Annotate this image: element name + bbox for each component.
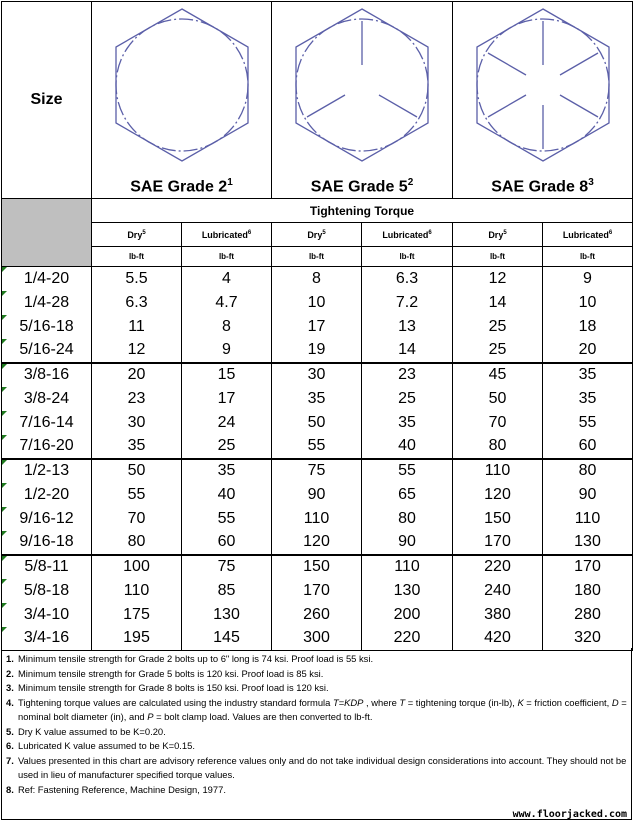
grade-2-dry-value: 23 xyxy=(92,387,182,411)
bolt-size-cell: 1/2-13 xyxy=(2,459,92,483)
grade-8-dry-value: 25 xyxy=(453,315,543,339)
footnote-number: 5. xyxy=(6,725,14,737)
grade-5-lubricated-value: 35 xyxy=(362,411,453,435)
grade-8-lubricated-value: 10 xyxy=(543,291,633,315)
grade-2-dry-value: 100 xyxy=(92,555,182,579)
grade-2-lubricated-value: 9 xyxy=(182,339,272,363)
footnote-4 xyxy=(6,696,627,725)
grade-5-dry-value: 170 xyxy=(272,579,362,603)
footnote-number: 6. xyxy=(6,740,14,751)
grade-2-dry-value: 195 xyxy=(92,627,182,651)
table-row xyxy=(2,363,633,387)
bolt-size-cell: 3/8-16 xyxy=(2,363,92,387)
grade-5-lubricated-value: 65 xyxy=(362,483,453,507)
grade-5-lubricated-value: 130 xyxy=(362,579,453,603)
grade-2-dry-value: 5.5 xyxy=(92,267,182,291)
grade-2-lubricated-value: 4.7 xyxy=(182,291,272,315)
grade-2-dry-value: 20 xyxy=(92,363,182,387)
footnote-text: Lubricated K value assumed to be K=0.15. xyxy=(18,740,195,751)
grade-5-hex-icon xyxy=(272,2,452,172)
grade-8-dry-value: 110 xyxy=(453,459,543,483)
formula-variable: K xyxy=(517,696,524,708)
grade-2-dry-value: 70 xyxy=(92,507,182,531)
grade-8-dry-value: 12 xyxy=(453,267,543,291)
grade-5-lubricated-value: 7.2 xyxy=(362,291,453,315)
footnote-text: = nominal bolt diameter (in), and xyxy=(18,696,627,722)
grade-2-dry-header: Dry$^5$ xyxy=(92,223,182,247)
grade-8-title: SAE Grade $8^3$ xyxy=(491,177,594,196)
grade-5-lubricated-value: 220 xyxy=(362,627,453,651)
table-row xyxy=(2,387,633,411)
bolt-size-cell: 5/16-24 xyxy=(2,339,92,363)
grade-5-title: SAE Grade $5^2$ xyxy=(310,177,414,196)
grade-2-title: SAE Grade $2^1$ xyxy=(130,177,233,196)
grade-2-dry-value: 50 xyxy=(92,459,182,483)
bolt-size-cell: 9/16-12 xyxy=(2,507,92,531)
bolt-size-cell: 1/4-20 xyxy=(2,267,92,291)
grade-8-dry-value: 14 xyxy=(453,291,543,315)
grade-2-dry-unit: lb-ft xyxy=(92,247,182,267)
grade-8-header xyxy=(453,2,633,199)
footnote-number: 8. xyxy=(6,783,14,795)
grade-8-lubricated-value: 35 xyxy=(543,363,633,387)
grade-8-hex-icon xyxy=(453,2,632,172)
grade-2-dry-value: 35 xyxy=(92,435,182,459)
grade-2-lubricated-value: 24 xyxy=(182,411,272,435)
grade-5-dry-value: 35 xyxy=(272,387,362,411)
grade-8-dry-value: 25 xyxy=(453,339,543,363)
bolt-size-cell: 3/4-16 xyxy=(2,627,92,651)
bolt-size-cell: 5/16-18 xyxy=(2,315,92,339)
grade-2-dry-value: 80 xyxy=(92,531,182,555)
grade-8-lubricated-value: 170 xyxy=(543,555,633,579)
grade-5-dry-value: 17 xyxy=(272,315,362,339)
footnote-text: Ref: Fastening Reference, Machine Design, 1977. xyxy=(18,783,226,795)
table-row xyxy=(2,267,633,291)
table-row xyxy=(2,411,633,435)
grade-8-lubricated-value: 60 xyxy=(543,435,633,459)
bolt-size-cell: 9/16-18 xyxy=(2,531,92,555)
tightening-torque-header: Tightening Torque xyxy=(92,199,633,223)
grade-2-lubricated-value: 85 xyxy=(182,579,272,603)
bolt-size-cell: 7/16-20 xyxy=(2,435,92,459)
grade-8-lubricated-value: 130 xyxy=(543,531,633,555)
grade-5-dry-value: 90 xyxy=(272,483,362,507)
footnote-text: , where xyxy=(363,696,400,708)
footnote-text: Tightening torque values are calculated using the industry standard formula xyxy=(18,696,333,708)
grade-5-lubricated-value: 14 xyxy=(362,339,453,363)
footnote-text: Dry K value assumed to be K=0.20. xyxy=(18,725,166,737)
grade-5-lubricated-value: 25 xyxy=(362,387,453,411)
grade-8-dry-unit: lb-ft xyxy=(453,247,543,267)
bolt-size-cell: 5/8-18 xyxy=(2,579,92,603)
footnote-number: 1. xyxy=(6,653,14,664)
grade-8-lubricated-value: 90 xyxy=(543,483,633,507)
grade-5-dry-value: 30 xyxy=(272,363,362,387)
bolt-size-cell: 1/2-20 xyxy=(2,483,92,507)
grade-2-lubricated-value: 145 xyxy=(182,627,272,651)
grade-2-dry-value: 12 xyxy=(92,339,182,363)
grade-8-dry-value: 120 xyxy=(453,483,543,507)
grade-2-dry-value: 55 xyxy=(92,483,182,507)
table-row xyxy=(2,339,633,363)
footnote-number: 3. xyxy=(6,682,14,693)
grade-8-lubricated-value: 110 xyxy=(543,507,633,531)
bolt-size-cell: 5/8-11 xyxy=(2,555,92,579)
grade-8-dry-value: 70 xyxy=(453,411,543,435)
grade-2-lubricated-value: 25 xyxy=(182,435,272,459)
torque-table xyxy=(1,1,633,651)
grade-8-dry-value: 150 xyxy=(453,507,543,531)
grade-8-lubricated-value: 9 xyxy=(543,267,633,291)
grade-8-lubricated-value: 320 xyxy=(543,627,633,651)
grade-5-lubricated-value: 110 xyxy=(362,555,453,579)
grade-5-dry-value: 10 xyxy=(272,291,362,315)
footnote-text: Minimum tensile strength for Grade 8 bolts is 150 ksi. Proof load is 120 ksi. xyxy=(18,682,329,693)
grade-8-dry-value: 420 xyxy=(453,627,543,651)
grade-5-dry-value: 75 xyxy=(272,459,362,483)
bolt-size-cell: 1/4-28 xyxy=(2,291,92,315)
footnotes xyxy=(1,648,632,820)
footnote-5 xyxy=(6,725,627,740)
table-row xyxy=(2,603,633,627)
grade-8-dry-value: 170 xyxy=(453,531,543,555)
grade-8-lubricated-value: 180 xyxy=(543,579,633,603)
grade-2-dry-value: 110 xyxy=(92,579,182,603)
grade-2-dry-value: 11 xyxy=(92,315,182,339)
footnote-6 xyxy=(6,739,627,754)
footnote-text: Minimum tensile strength for Grade 5 bolts is 120 ksi. Proof load is 85 ksi. xyxy=(18,667,324,679)
grade-2-lubricated-header: Lubricated$^6$ xyxy=(182,223,272,247)
footnote-text: = bolt clamp load. Values are then converted to lb-ft. xyxy=(153,711,373,722)
bolt-size-cell: 3/4-10 xyxy=(2,603,92,627)
grade-8-dry-value: 45 xyxy=(453,363,543,387)
footnote-number: 4. xyxy=(6,696,14,708)
grade-8-lubricated-header: Lubricated$^6$ xyxy=(543,223,633,247)
footnote-text: Minimum tensile strength for Grade 2 bolts up to 6" long is 74 ksi. Proof load is 55 ksi. xyxy=(18,653,374,664)
grade-2-lubricated-value: 60 xyxy=(182,531,272,555)
grade-5-dry-value: 110 xyxy=(272,507,362,531)
grade-5-dry-value: 150 xyxy=(272,555,362,579)
grade-2-lubricated-value: 4 xyxy=(182,267,272,291)
grade-8-lubricated-value: 280 xyxy=(543,603,633,627)
table-row xyxy=(2,459,633,483)
footnote-number: 2. xyxy=(6,667,14,679)
grade-8-lubricated-value: 80 xyxy=(543,459,633,483)
table-row xyxy=(2,435,633,459)
grade-2-lubricated-value: 40 xyxy=(182,483,272,507)
formula-variable: T xyxy=(399,696,406,708)
formula-variable: D xyxy=(611,696,619,708)
grade-5-dry-value: 120 xyxy=(272,531,362,555)
grade-5-dry-value: 8 xyxy=(272,267,362,291)
grade-5-dry-header: Dry$^5$ xyxy=(272,223,362,247)
footnote-number: 7. xyxy=(6,754,14,766)
bolt-size-cell: 7/16-14 xyxy=(2,411,92,435)
grade-2-lubricated-value: 17 xyxy=(182,387,272,411)
size-header: Size xyxy=(2,2,92,199)
table-row xyxy=(2,579,633,603)
grade-2-lubricated-value: 75 xyxy=(182,555,272,579)
grade-2-dry-value: 6.3 xyxy=(92,291,182,315)
table-row xyxy=(2,555,633,579)
grade-8-dry-value: 220 xyxy=(453,555,543,579)
footnote-7 xyxy=(6,754,627,783)
grade-5-lubricated-value: 55 xyxy=(362,459,453,483)
grade-5-lubricated-value: 80 xyxy=(362,507,453,531)
grade-8-dry-value: 50 xyxy=(453,387,543,411)
grade-2-dry-value: 175 xyxy=(92,603,182,627)
grade-5-dry-value: 50 xyxy=(272,411,362,435)
grade-8-lubricated-unit: lb-ft xyxy=(543,247,633,267)
grade-2-lubricated-value: 130 xyxy=(182,603,272,627)
table-row xyxy=(2,315,633,339)
grade-5-header xyxy=(272,2,453,199)
grade-2-dry-value: 30 xyxy=(92,411,182,435)
formula-variable: P xyxy=(147,711,154,722)
footnote-text: Values presented in this chart are advisory reference values only and do not take individual design considerations into account. They should not be used in lieu of manufacturer specified torque values. xyxy=(18,754,627,780)
grade-5-lubricated-value: 23 xyxy=(362,363,453,387)
bolt-size-cell: 3/8-24 xyxy=(2,387,92,411)
grade-2-lubricated-value: 8 xyxy=(182,315,272,339)
grade-2-lubricated-value: 55 xyxy=(182,507,272,531)
table-row xyxy=(2,483,633,507)
site-url: www.floorjacked.com xyxy=(512,809,627,820)
gray-corner-cell xyxy=(2,199,92,267)
table-row xyxy=(2,507,633,531)
grade-5-lubricated-header: Lubricated$^6$ xyxy=(362,223,453,247)
grade-5-dry-value: 260 xyxy=(272,603,362,627)
footnote-3 xyxy=(6,681,627,696)
grade-5-lubricated-value: 90 xyxy=(362,531,453,555)
grade-5-lubricated-value: 200 xyxy=(362,603,453,627)
grade-2-lubricated-value: 35 xyxy=(182,459,272,483)
grade-8-dry-value: 380 xyxy=(453,603,543,627)
grade-2-hex-icon xyxy=(92,2,271,172)
grade-2-lubricated-value: 15 xyxy=(182,363,272,387)
footnote-text: = tightening torque (in-lb), xyxy=(405,696,518,708)
footnote-2 xyxy=(6,667,627,682)
grade-5-lubricated-value: 40 xyxy=(362,435,453,459)
footnote-1 xyxy=(6,652,627,667)
grade-5-dry-value: 19 xyxy=(272,339,362,363)
formula-variable: T=KDP xyxy=(332,696,364,708)
footnote-8 xyxy=(6,783,627,798)
grade-2-header xyxy=(92,2,272,199)
table-row xyxy=(2,291,633,315)
grade-5-lubricated-value: 6.3 xyxy=(362,267,453,291)
grade-2-lubricated-unit: lb-ft xyxy=(182,247,272,267)
grade-5-dry-value: 55 xyxy=(272,435,362,459)
grade-8-dry-header: Dry$^5$ xyxy=(453,223,543,247)
grade-8-lubricated-value: 20 xyxy=(543,339,633,363)
grade-8-dry-value: 240 xyxy=(453,579,543,603)
grade-8-dry-value: 80 xyxy=(453,435,543,459)
table-row xyxy=(2,531,633,555)
grade-5-dry-value: 300 xyxy=(272,627,362,651)
grade-5-lubricated-value: 13 xyxy=(362,315,453,339)
grade-8-lubricated-value: 55 xyxy=(543,411,633,435)
grade-8-lubricated-value: 35 xyxy=(543,387,633,411)
grade-8-lubricated-value: 18 xyxy=(543,315,633,339)
table-row xyxy=(2,627,633,651)
footnote-text: = friction coefficient, xyxy=(523,696,612,708)
grade-5-lubricated-unit: lb-ft xyxy=(362,247,453,267)
grade-5-dry-unit: lb-ft xyxy=(272,247,362,267)
